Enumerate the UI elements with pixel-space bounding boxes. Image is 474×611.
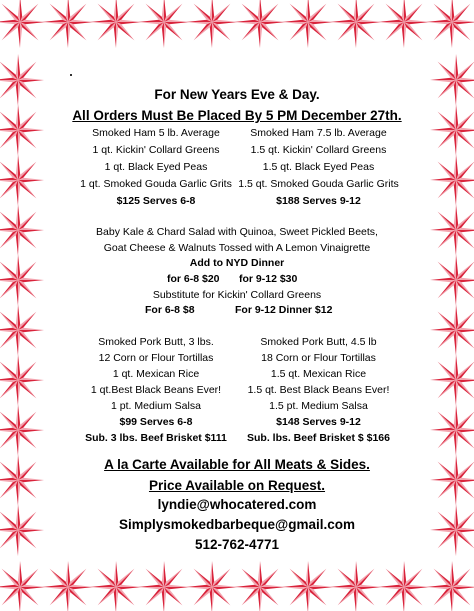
substitute-price-large: For 9-12 Dinner $12 (235, 304, 333, 316)
ham-large-item: 1.5 qt. Kickin' Collard Greens (250, 144, 387, 156)
star-icon (430, 154, 474, 206)
star-icon (430, 304, 474, 356)
pork-large-item: 18 Corn or Flour Tortillas (261, 352, 376, 364)
star-icon (234, 0, 286, 48)
salad-price-small: for 6-8 $20 (167, 273, 220, 285)
ham-small-price: $125 Serves 6-8 (116, 195, 196, 207)
pork-small-item: 1 pt. Medium Salsa (111, 400, 201, 412)
ham-large-item: 1.5 qt. Black Eyed Peas (262, 161, 375, 173)
star-icon (186, 0, 238, 48)
star-icon (186, 561, 238, 611)
star-icon (0, 404, 44, 456)
ham-small-item: 1 qt. Kickin' Collard Greens (92, 144, 220, 156)
ham-small-item: Smoked Ham 5 lb. Average (92, 127, 220, 139)
pork-large-price: $148 Serves 9-12 (276, 416, 361, 428)
stray-dot (70, 74, 72, 76)
alacarte-note: A la Carte Available for All Meats & Sides. (104, 457, 370, 472)
ham-large-price: $188 Serves 9-12 (276, 195, 361, 207)
pork-large-item: 1.5 qt. Best Black Beans Ever! (247, 384, 390, 396)
star-icon (42, 0, 94, 48)
salad-description: Baby Kale & Chard Salad with Quinoa, Sweet Pickled Beets, (96, 226, 378, 238)
star-icon (330, 561, 382, 611)
star-icon (138, 561, 190, 611)
pork-small-item: 1 qt. Mexican Rice (112, 368, 200, 380)
ham-large-item: 1.5 qt. Smoked Gouda Garlic Grits (238, 178, 399, 190)
contact-email-1[interactable]: lyndie@whocatered.com (157, 497, 317, 512)
price-request-note: Price Available on Request. (148, 478, 326, 493)
pork-large-item: 1.5 qt. Mexican Rice (270, 368, 367, 380)
ham-small-item: 1 qt. Black Eyed Peas (104, 161, 208, 173)
star-icon (430, 404, 474, 456)
contact-email-2[interactable]: Simplysmokedbarbeque@gmail.com (119, 517, 355, 532)
star-icon (0, 354, 44, 406)
brisket-large-price: Sub. lbs. Beef Brisket $ $166 (247, 432, 390, 444)
ham-large-item: Smoked Ham 7.5 lb. Average (250, 127, 387, 139)
star-icon (234, 561, 286, 611)
page-title: For New Years Eve & Day. (154, 87, 320, 102)
star-icon (426, 0, 474, 48)
star-icon (426, 561, 474, 611)
star-icon (330, 0, 382, 48)
star-icon (90, 561, 142, 611)
pork-small-item: Smoked Pork Butt, 3 lbs. (98, 336, 214, 348)
salad-addon-label: Add to NYD Dinner (189, 257, 285, 269)
star-icon (0, 304, 44, 356)
star-icon (138, 0, 190, 48)
star-icon (282, 0, 334, 48)
star-icon (378, 561, 430, 611)
pork-large-item: 1.5 pt. Medium Salsa (269, 400, 368, 412)
star-icon (430, 354, 474, 406)
pork-large-item: Smoked Pork Butt, 4.5 lb (260, 336, 377, 348)
star-icon (378, 0, 430, 48)
salad-description: Goat Cheese & Walnuts Tossed with A Lemon Vinaigrette (103, 242, 371, 254)
star-icon (42, 561, 94, 611)
salad-substitute-label: Substitute for Kickin' Collard Greens (152, 289, 322, 301)
order-deadline: All Orders Must Be Placed By 5 PM December 27th. (72, 108, 402, 123)
star-icon (0, 0, 46, 48)
star-icon (0, 154, 44, 206)
substitute-price-small: For 6-8 $8 (145, 304, 195, 316)
pork-small-price: $99 Serves 6-8 (119, 416, 193, 428)
brisket-small-price: Sub. 3 lbs. Beef Brisket $111 (85, 432, 227, 444)
salad-price-large: for 9-12 $30 (239, 273, 298, 285)
pork-small-item: 12 Corn or Flour Tortillas (98, 352, 214, 364)
star-icon (282, 561, 334, 611)
ham-small-item: 1 qt. Smoked Gouda Garlic Grits (80, 178, 232, 190)
star-icon (0, 561, 46, 611)
star-icon (90, 0, 142, 48)
contact-phone: 512-762-4771 (194, 537, 280, 552)
pork-small-item: 1 qt.Best Black Beans Ever! (90, 384, 222, 396)
